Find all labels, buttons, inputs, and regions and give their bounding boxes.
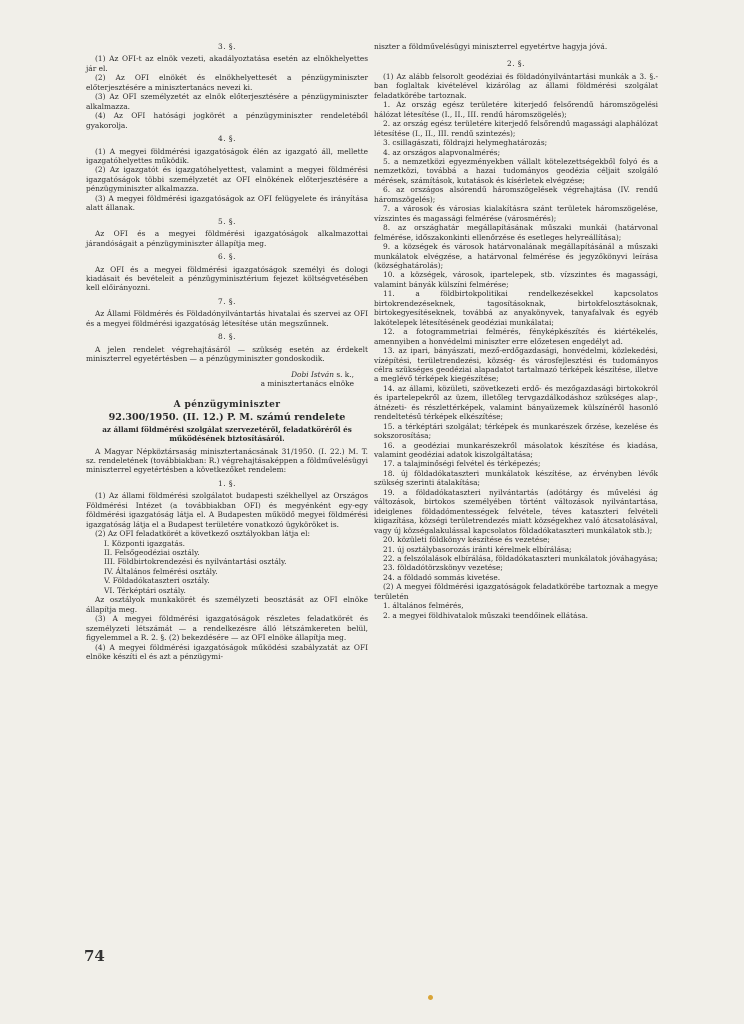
paragraph: (2) Az igazgatót és igazgatóhelyettest, valamint a megyei földmérési igazgatóságok többi személyzetét az OFI elnökének előterjesztésére a pénzügyminiszter alkalmazza.: [86, 165, 368, 194]
signature-line: [86, 370, 368, 379]
list-item: 3. csillagászati, földrajzi helymeghatározás;: [383, 138, 548, 148]
list-item: 17. a talajminőségi felvétel és térképezés;: [383, 459, 541, 469]
list-item: 13. az ipari, bányászati, mező-erdőgazdasági, honvédelmi, közlekedési, vízépítési, területrendezési, község- és városfejlesztési és tudományos célra szükséges geodéziai alapadatot tartalmazó térképek készítése, illetve a meglévő térképek kiegészítése;: [374, 346, 658, 384]
paragraph: (4) Az OFI hatósági jogkörét a pénzügyminiszter rendeletéből gyakorolja.: [86, 111, 368, 130]
left-column: [86, 38, 368, 661]
decree-section-1-title: 1. §.: [218, 478, 236, 488]
department-item: III. Földbirtokrendezési és nyilvántartási osztály.: [104, 557, 287, 567]
list-item: 15. a térképtári szolgálat; térképek és munkarészek őrzése, kezelése és sokszorosítása;: [374, 421, 658, 441]
list-item: 6. az országos alsórendű háromszögelések végrehajtása (IV. rendű háromszögelés);: [374, 185, 658, 204]
list-item: 10. a községek, városok, ipartelepek, stb. vízszintes és magassági, valamint bányák külszíni felmérése;: [374, 270, 658, 289]
list-item: 22. a felszólalások elbírálása, földadókataszteri munkálatok jóváhagyása;: [383, 554, 658, 564]
list-item: 7. a városok és városias kialakításra szánt területek háromszögelése, vízszintes és magassági felmérése (városmérés);: [374, 204, 658, 223]
list-item: 11. a földbirtokpolitikai rendelkezésekkel kapcsolatos birtokrendezéseknek, tagosításoknak, birtokfelosztásoknak, birtokegyesítéseknek, továbbá az anyakönyvek, tanyafalvak és egyéb lakótelepek létesítésének geodéziai munkálatai;: [374, 289, 658, 327]
right-column: [374, 42, 658, 620]
department-item: V. Földadókataszteri osztály.: [104, 576, 210, 586]
paragraph-continuation: niszter a földművelésügyi miniszterrel egyetértve hagyja jóvá.: [374, 42, 608, 51]
list-item: 20. közületi földkönyv készítése és vezetése;: [383, 535, 550, 545]
decree-section-2-title: 2. §.: [507, 59, 525, 69]
decree-subject: az állami földmérési szolgálat szervezetéről, feladatköréről és működésének biztosításáról.: [102, 424, 352, 443]
paragraph: Az Állami Földmérés és Földadónyilvántartás hivatalai és szervei az OFI és a megyei földmérési igazgatóság létesítése után megszűnnek.: [86, 309, 368, 328]
paragraph: (1) Az állami földmérési szolgálatot budapesti székhellyel az Országos Földmérési Intézet (a továbbiakban OFI) és megyénként egy-egy földmérési igazgatóság látja el. A Budapesten működő megyei földmérési igazgatóság látja el a Budapest területére vonatkozó ügyköröket is.: [86, 491, 368, 529]
section-7-title: 7. §.: [218, 296, 236, 306]
section-3-title: 3. §.: [218, 42, 236, 51]
list-item: 8. az országhatár megállapításának műszaki munkái (határvonal felmérése, időszakonkinti ellenőrzése és esetleges helyreállítása);: [374, 223, 658, 242]
section-8-title: 8. §.: [218, 332, 236, 342]
signatory-name: Dobi István: [291, 369, 334, 379]
paragraph: Az OFI és a megyei földmérési igazgatóságok személyi és dologi kiadásait és bevételeit a pénzügyminisztérium fejezet költségvetésében kell előirányozni.: [86, 264, 368, 293]
ink-spot: [428, 995, 433, 1000]
department-item: IV. Általános felmérési osztály.: [104, 566, 218, 576]
list-item: 9. a községek és városok határvonalának megállapításánál a műszaki munkálatok elvégzése, a határvonal felmérése és jegyzőkönyvi leírása (községhatárolás);: [374, 242, 658, 270]
department-item: II. Felsőgeodéziai osztály.: [104, 548, 200, 558]
paragraph: (1) Az OFI-t az elnök vezeti, akadályoztatása esetén az elnökhelyettes jár el.: [86, 54, 368, 73]
department-item: I. Központi igazgatás.: [104, 538, 185, 548]
paragraph: (4) A megyei földmérési igazgatóságok működési szabályzatát az OFI elnöke készíti el és azt a pénzügymi-: [86, 642, 368, 662]
section-5-title: 5. §.: [218, 216, 236, 226]
list-item: 19. a földadókataszteri nyilvántartás (adótárgy és művelési ág változások, birtokos személyében történt változások nyilvántartása, ideiglenes földadómentességek felvétele, téves kataszteri felvételi kiigazítása, községi területrendezés miatt községekhez való átcsatolásával, vagy új községalakulással kapcsolatos földadókataszteri munkálatok stb.);: [374, 487, 658, 535]
list-item: 18. új földadókataszteri munkálatok készítése, az érvényben lévők szükség szerinti átalakítása;: [374, 468, 658, 488]
list-item: 5. a nemzetközi egyezményekben vállalt kötelezettségekből folyó és a nemzetközi, továbbá a hazai tudományos geodézia céljait szolgáló mérések, számítások, kutatások és kísérletek elvégzése;: [374, 156, 658, 185]
paragraph: (3) Az OFI személyzetét az elnök előterjesztésére a pénzügyminiszter alkalmazza.: [86, 92, 368, 111]
paragraph: A Magyar Népköztársaság minisztertanácsának 31/1950. (I. 22.) M. T. sz. rendeletének (továbbiakban: R.) végrehajtásaképpen a földművelésügyi miniszterrel egyetértésben a következőket rendelem:: [86, 446, 368, 475]
paragraph: Az OFI és a megyei földmérési igazgatóságok alkalmazottai járandóságait a pénzügyminiszter állapítja meg.: [86, 229, 368, 248]
paragraph: A jelen rendelet végrehajtásáról — szükség esetén az érdekelt miniszterrel egyetértésben — a pénzügyminiszter gondoskodik.: [86, 344, 368, 364]
paragraph: (1) A megyei földmérési igazgatóságok élén az igazgató áll, mellette igazgatóhelyettes működik.: [86, 146, 368, 165]
paragraph: (3) A megyei földmérési igazgatóságok részletes feladatkörét és személyzeti létszámát — a rendelkezésre álló létszámkereten belül, figyelemmel a R. 2. §. (2) bekezdésére — az OFI elnöke állapítja meg.: [86, 614, 368, 643]
paragraph: (2) Az OFI feladatkörét a következő osztályokban látja el:: [95, 529, 310, 539]
signatory-suffix: s. k.,: [333, 369, 354, 379]
paragraph: (2) Az OFI elnökét és elnökhelyettesét a pénzügyminiszter előterjesztésére a minisztertanács nevezi ki.: [86, 73, 368, 92]
paragraph: (3) A megyei földmérési igazgatóságok az OFI felügyelete és irányítása alatt állanak.: [86, 193, 368, 213]
page-number: 74: [84, 947, 105, 965]
list-item: 23. földadótörzskönyv vezetése;: [383, 563, 503, 573]
list-item: 16. a geodéziai munkarészekről másolatok készítése és kiadása, valamint geodéziai adatok kiszolgáltatása;: [374, 440, 658, 460]
paragraph: (1) Az alább felsorolt geodéziai és földadónyilvántartási munkák a 3. §.-ban foglaltak kivételével kizárólag az állami földmérési szolgálat feladatkörébe tartoznak.: [374, 71, 658, 100]
list-item: 1. Az ország egész területére kiterjedő felsőrendű háromszögelési hálózat létesítése (I., II., III. rendű háromszögelés);: [374, 100, 658, 119]
list-item: 1. általános felmérés,: [383, 601, 464, 611]
department-item: VI. Térképtári osztály.: [104, 585, 186, 595]
list-item: 4. az országos alapvonalmérés;: [383, 147, 501, 157]
decree-number: 92.300/1950. (II. 12.) P. M. számú rendelete: [108, 411, 346, 423]
section-6-title: 6. §.: [218, 252, 236, 262]
list-item: 2. a megyei földhivatalok műszaki teendőinek ellátása.: [383, 610, 588, 620]
list-item: 24. a földadó sommás kivetése.: [383, 572, 501, 582]
section-4-title: 4. §.: [218, 134, 236, 144]
list-item: 2. az ország egész területére kiterjedő felsőrendű magassági alaphálózat létesítése (I., II., III. rendű szintezés);: [374, 119, 658, 138]
list-item: 21. új osztálybasorozás iránti kérelmek elbírálása;: [383, 544, 572, 554]
signatory-role: a minisztertanács elnöke: [260, 379, 354, 389]
paragraph: Az osztályok munkakörét és személyzeti beosztását az OFI elnöke állapítja meg.: [86, 595, 368, 614]
list-item: 14. az állami, közületi, szövetkezeti erdő- és mezőgazdasági birtokokról és ipartelepekről az üzem, illetőleg tervgazdálkodáshoz szükséges alap-, átnézeti- és részlettérképek, valamint bányaüzemek külszínéről hasonló rendeltetésű térképek elkészítése;: [374, 383, 658, 422]
paragraph: (2) A megyei földmérési igazgatóságok feladatkörébe tartoznak a megye területén: [374, 582, 658, 601]
list-item: 12. a fotogrammetriai felmérés, fényképkészítés és kiértékelés, amennyiben a honvédelmi miniszter erre előzetesen engedélyt ad.: [374, 327, 658, 346]
decree-issuer: A pénzügyminiszter: [173, 399, 281, 410]
